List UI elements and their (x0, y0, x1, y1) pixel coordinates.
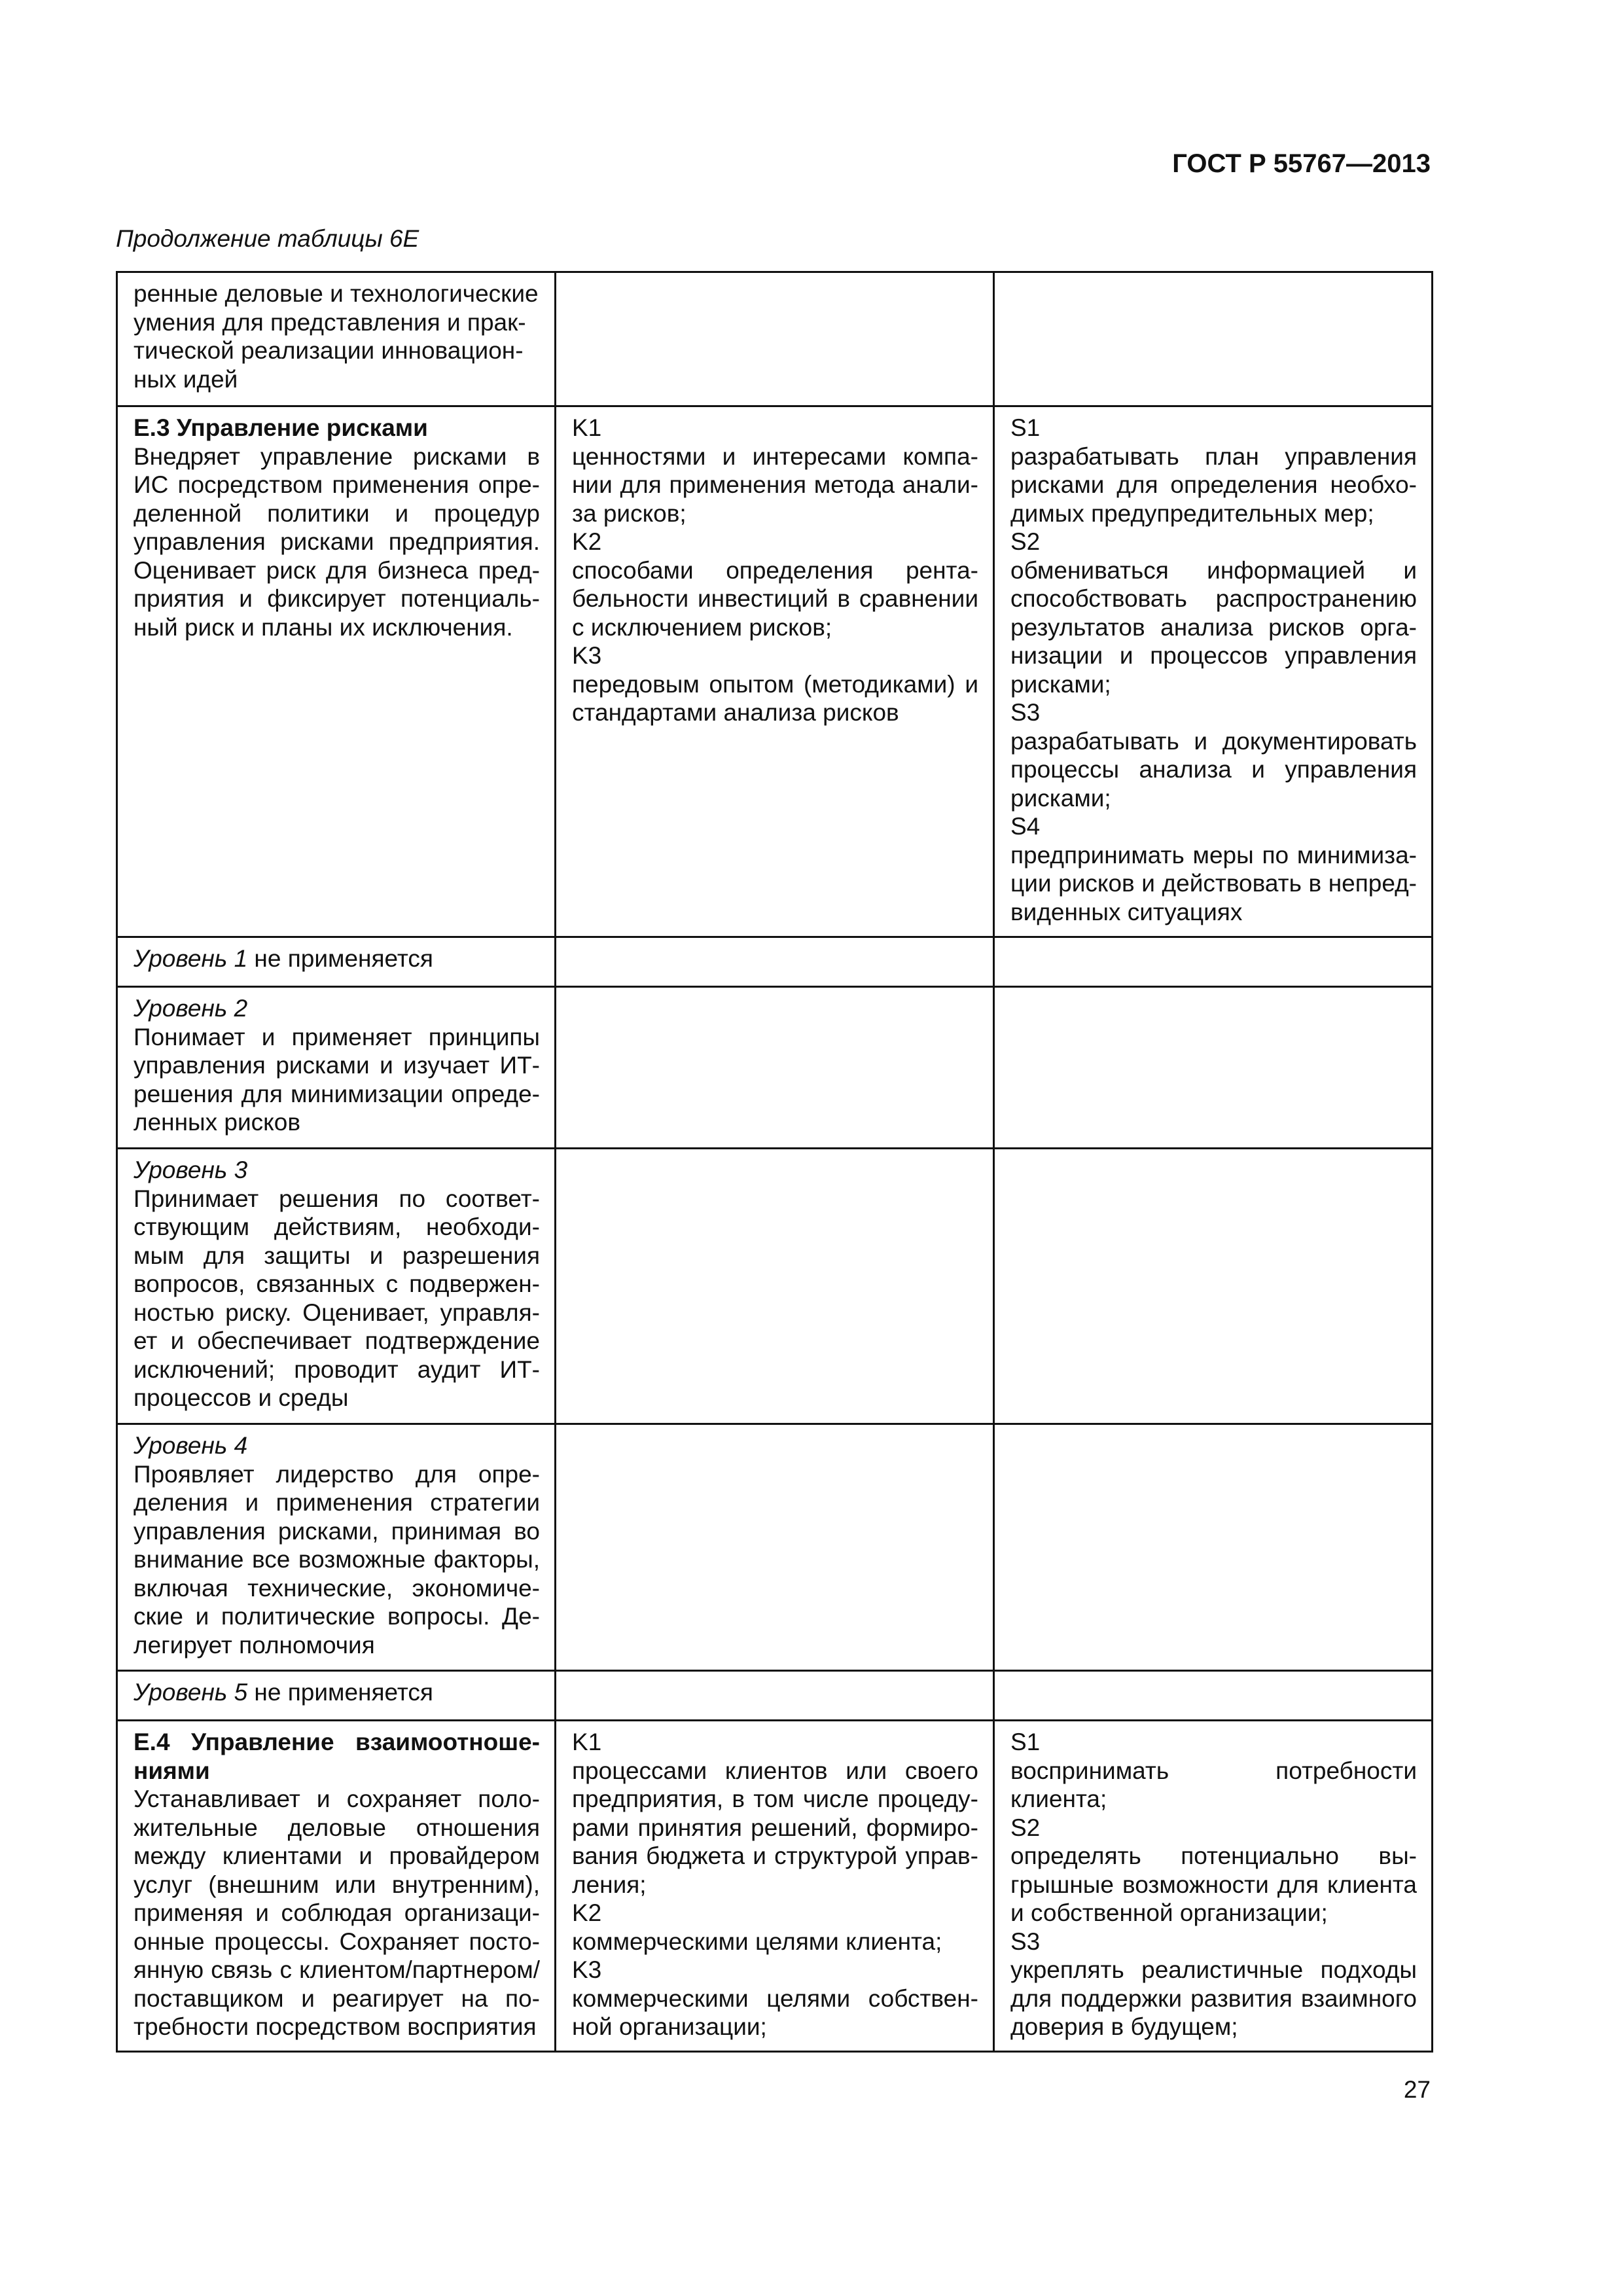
skill-code: S2 (1010, 1814, 1041, 1841)
level-label: Уровень 3 (134, 1157, 248, 1183)
level-cell (117, 1671, 556, 1721)
description-cell (117, 406, 556, 937)
skills-cell (994, 1149, 1433, 1424)
skills-cell (994, 987, 1433, 1149)
level-status: не применяется (247, 945, 433, 972)
competence-table (116, 271, 1433, 2053)
knowledge-cell (556, 272, 994, 406)
knowledge-cell (556, 1424, 994, 1671)
level-text: Проявляет лидерство для опре-деления и применения стратегии управления рисками, принимая во внимание все возможные факторы, включая технические, экономиче-ские и политические вопросы. Де-легирует полномочия (134, 1460, 540, 1659)
skill-code: S1 (1010, 414, 1041, 441)
knowledge-cell (556, 937, 994, 987)
table-row (117, 1149, 1433, 1424)
description-text: Внедряет управление рисками в ИС посредством применения опре-деленной политики и процедур управления рисками предприятия. Оценивает риск для бизнеса пред-приятия и фиксирует потенциаль-ный риск и планы их исключения. (134, 442, 540, 641)
skill-text: предпринимать меры по минимиза-ции рисков и действовать в непред-виденных ситуациях (1010, 841, 1417, 925)
table-row (117, 1671, 1433, 1721)
knowledge-text: коммерческими целями клиента; (572, 1928, 942, 1955)
competence-title: Е.3 Управление рисками (134, 414, 428, 441)
skill-text: воспринимать потребности клиента; (1010, 1757, 1417, 1812)
skill-code: S1 (1010, 1729, 1041, 1755)
level-label: Уровень 1 (134, 945, 248, 972)
page-number: 27 (1403, 2076, 1431, 2103)
table-row (117, 406, 1433, 937)
level-label: Уровень 5 (134, 1679, 248, 1706)
level-label: Уровень 2 (134, 995, 248, 1022)
skills-cell (994, 937, 1433, 987)
description-cell (117, 1721, 556, 2052)
knowledge-code: K3 (572, 1956, 602, 1983)
knowledge-cell (556, 987, 994, 1149)
knowledge-code: K2 (572, 1899, 602, 1926)
level-cell (117, 1149, 556, 1424)
description-text: Устанавливает и сохраняет поло-жительные деловые отношения между клиентами и провайдером услуг (внешним или внутренним), применяя и соблюдая организаци-онные процессы. Сохраняет посто-янную связь с клиентом/партнером/ поставщиком и реагирует на по-требности посредством восприятия (134, 1785, 540, 2040)
skill-code: S3 (1010, 699, 1041, 726)
skill-code: S2 (1010, 528, 1041, 555)
skills-cell (994, 406, 1433, 937)
level-cell (117, 987, 556, 1149)
skill-text: укреплять реалистичные подходы для поддержки развития взаимного доверия в будущем; (1010, 1956, 1417, 2040)
description-cell (117, 272, 556, 406)
skill-text: разрабатывать и документировать процессы анализа и управления рисками; (1010, 727, 1417, 812)
level-label: Уровень 4 (134, 1432, 248, 1459)
table-row (117, 1721, 1433, 2052)
competence-title: Е.4 Управление взаимоотноше-ниями (134, 1729, 540, 1784)
knowledge-text: передовым опытом (методиками) и стандартами анализа рисков (572, 670, 978, 726)
knowledge-text: процессами клиентов или своего предприятия, в том числе процеду-рами принятия решений, формиро-вания бюджета и структурой управ-ления; (572, 1757, 978, 1898)
knowledge-code: K1 (572, 1729, 602, 1755)
skills-cell (994, 1721, 1433, 2052)
level-cell (117, 1424, 556, 1671)
skill-text: обмениваться информацией и способствовать распространению результатов анализа рисков орга-низации и процессов управления рисками; (1010, 556, 1417, 698)
table-row (117, 987, 1433, 1149)
skills-cell (994, 272, 1433, 406)
level-line (134, 944, 540, 973)
table-row (117, 1424, 1433, 1671)
knowledge-text: ценностями и интересами компа-нии для применения метода анали-за рисков; (572, 442, 978, 527)
skill-code: S4 (1010, 813, 1041, 840)
skill-code: S3 (1010, 1928, 1041, 1955)
knowledge-cell (556, 406, 994, 937)
knowledge-code: K1 (572, 414, 602, 441)
table-row (117, 937, 1433, 987)
skills-cell (994, 1424, 1433, 1671)
knowledge-text: способами определения рента-бельности инвестиций в сравнении с исключением рисков; (572, 556, 978, 641)
skill-text: разрабатывать план управления рисками для определения необхо-димых предупредительных мер; (1010, 442, 1417, 527)
level-status: не применяется (247, 1679, 433, 1706)
knowledge-cell (556, 1721, 994, 2052)
table-caption: Продолжение таблицы 6Е (116, 225, 419, 252)
skills-cell (994, 1671, 1433, 1721)
skill-text: определять потенциально вы-грышные возможности для клиента и собственной организации; (1010, 1842, 1417, 1926)
knowledge-code: K2 (572, 528, 602, 555)
level-text: Принимает решения по соответ-ствующим действиям, необходи-мым для защиты и разрешения вопросов, связанных с подвержен-ностью риску. Оценивает, управля-ет и обеспечивает подтверждение исключений; проводит аудит ИТ-процессов и среды (134, 1185, 540, 1411)
knowledge-cell (556, 1671, 994, 1721)
description-text: ренные деловые и технологические умения для представления и прак- тической реализации инновацион- ных идей (134, 280, 539, 393)
level-line (134, 1678, 540, 1707)
level-text: Понимает и применяет принципы управления рисками и изучает ИТ-решения для минимизации опреде-ленных рисков (134, 1023, 540, 1136)
knowledge-code: K3 (572, 642, 602, 669)
level-cell (117, 937, 556, 987)
table-row (117, 272, 1433, 406)
document-code: ГОСТ Р 55767—2013 (1172, 149, 1431, 178)
knowledge-cell (556, 1149, 994, 1424)
knowledge-text: коммерческими целями собствен-ной организации; (572, 1984, 978, 2040)
